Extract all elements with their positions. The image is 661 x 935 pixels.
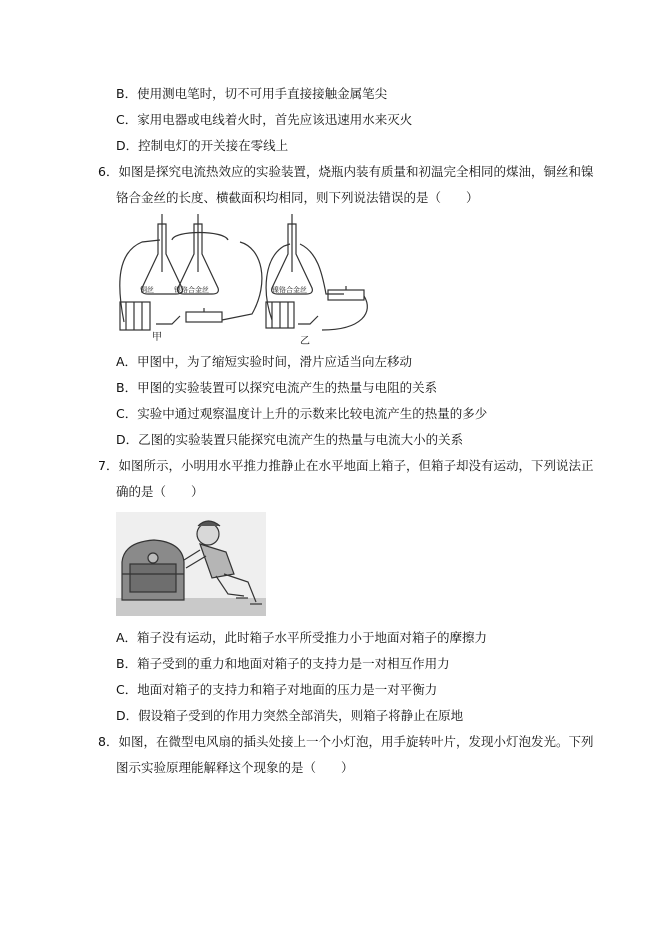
- jia-battery: [120, 302, 150, 330]
- q7-option-a: A．箱子没有运动，此时箱子水平所受推力小于地面对箱子的摩擦力: [116, 630, 488, 645]
- q7-option-d: D．假设箱子受到的作用力突然全部消失，则箱子将静止在原地: [116, 708, 464, 723]
- yi-label-nichrome: 镍铬合金丝: [272, 286, 307, 294]
- prev-option-c: C．家用电器或电线着火时，首先应该迅速用水来灭火: [116, 112, 413, 127]
- q6-stem-line2: 铬合金丝的长度、横截面积均相同，则下列说法错误的是（ ）: [116, 190, 479, 205]
- prev-option-b: B．使用测电笔时，切不可用手直接接触金属笔尖: [116, 86, 388, 101]
- yi-rheostat: [328, 290, 364, 300]
- q6-option-d: D．乙图的实验装置只能探究电流产生的热量与电流大小的关系: [116, 432, 464, 447]
- yi-switch: [298, 316, 318, 324]
- q8-stem-line1: 8．如图，在微型电风扇的插头处接上一个小灯泡，用手旋转叶片，发现小灯泡发光。下列: [98, 734, 594, 749]
- jia-caption: 甲: [152, 332, 162, 343]
- jia-wire-top: [172, 233, 228, 241]
- yi-wire-left: [266, 244, 290, 320]
- jia-rheostat: [186, 312, 222, 322]
- prev-option-d: D．控制电灯的开关接在零线上: [116, 138, 289, 153]
- q6-option-c: C．实验中通过观察温度计上升的示数来比较电流产生的热量的多少: [116, 406, 488, 421]
- jia-wire-right: [222, 242, 262, 320]
- q6-stem-line1: 6．如图是探究电流热效应的实验装置，烧瓶内装有质量和初温完全相同的煤油，铜丝和镍: [98, 164, 594, 179]
- jia-label-copper: 铜丝: [140, 286, 154, 294]
- ground: [116, 598, 266, 616]
- q7-option-b: B．箱子受到的重力和地面对箱子的支持力是一对相互作用力: [116, 656, 450, 671]
- q7-option-c: C．地面对箱子的支持力和箱子对地面的压力是一对平衡力: [116, 682, 438, 697]
- q7-boy-pushing-box-figure: [116, 512, 266, 616]
- box: [122, 540, 184, 600]
- q7-stem-line2: 确的是（ ）: [116, 484, 204, 499]
- q7-stem-line1: 7．如图所示，小明用水平推力推静止在水平地面上箱子，但箱子却没有运动，下列说法正: [98, 458, 594, 473]
- q6-option-b: B．甲图的实验装置可以探究电流产生的热量与电阻的关系: [116, 380, 438, 395]
- jia-switch: [156, 316, 180, 324]
- q6-option-a: A．甲图中，为了缩短实验时间，滑片应适当向左移动: [116, 354, 413, 369]
- q8-stem-line2: 图示实验原理能解释这个现象的是（ ）: [116, 760, 354, 775]
- jia-label-nichrome: 镍铬合金丝: [174, 286, 209, 294]
- q6-circuit-figure: [112, 212, 372, 346]
- yi-wire-right: [322, 296, 367, 330]
- yi-caption: 乙: [300, 336, 310, 346]
